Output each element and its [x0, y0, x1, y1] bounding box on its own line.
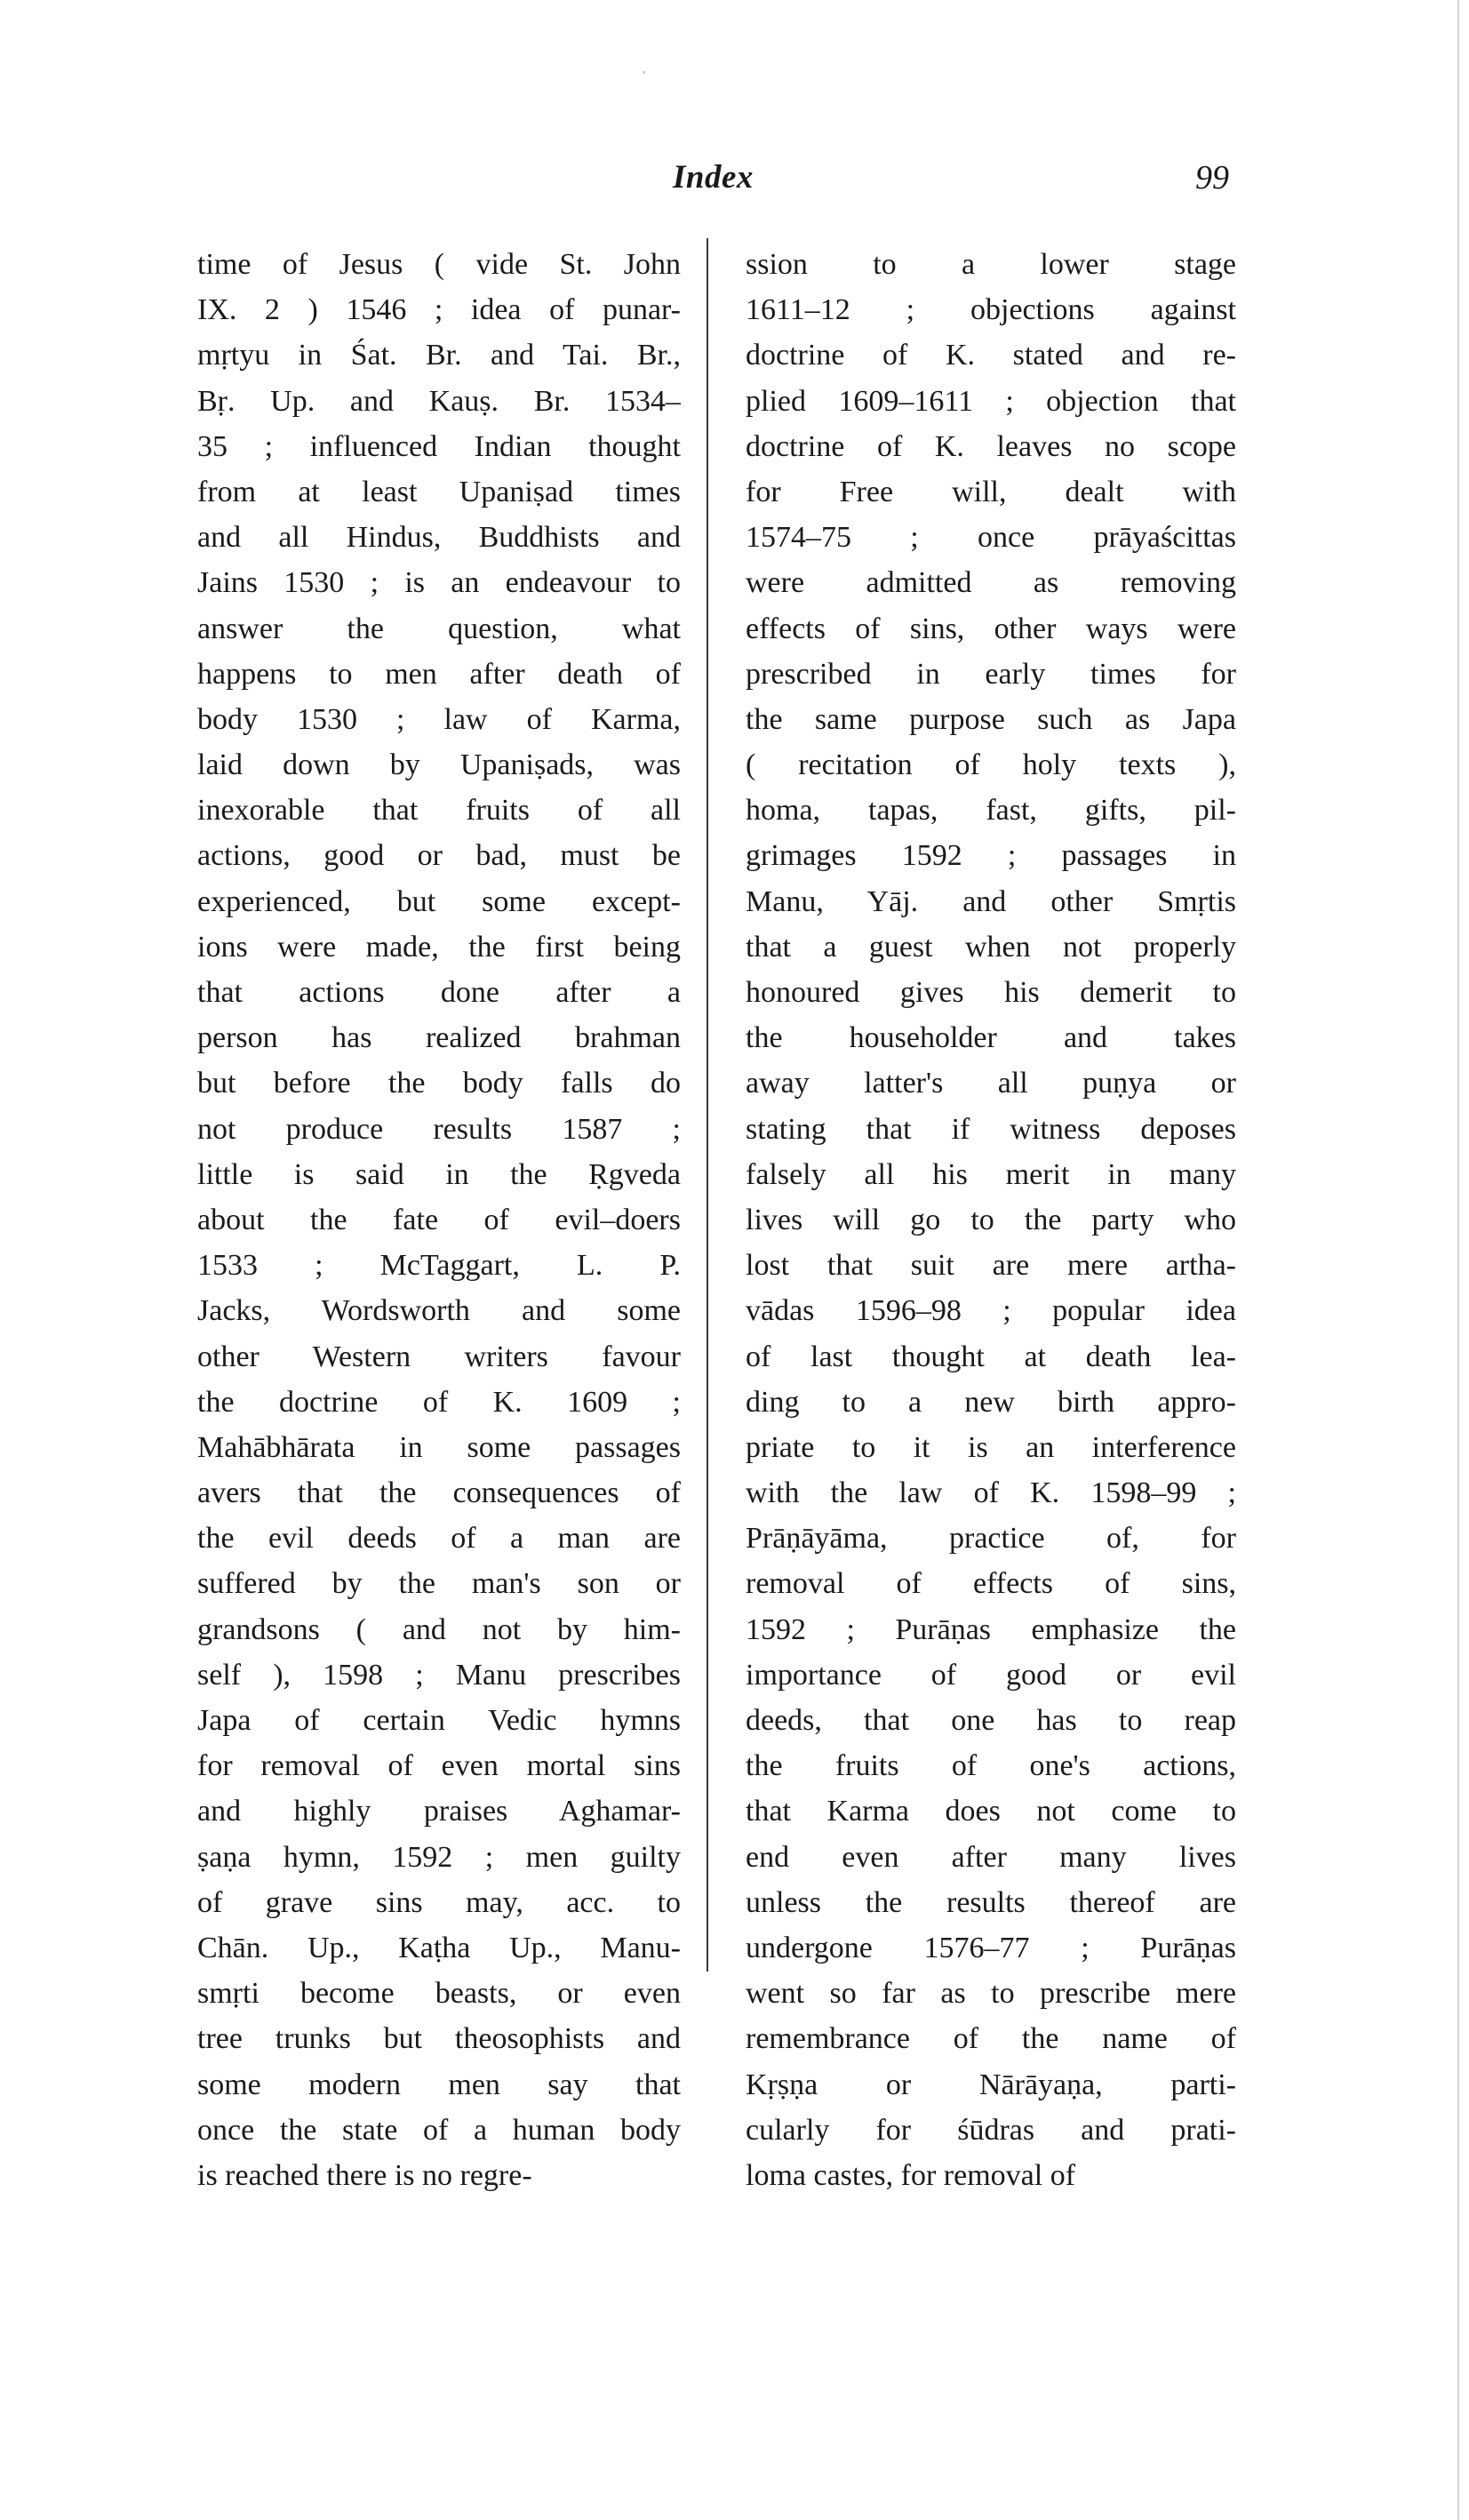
text-line: some modern men say that	[197, 2068, 681, 2101]
text-line: IX. 2 ) 1546 ; idea of punar-	[197, 293, 681, 327]
text-line: is reached there is no regre-	[197, 2158, 532, 2192]
text-line: unless the results thereof are	[746, 1885, 1236, 1919]
text-line: self ), 1598 ; Manu prescribes	[197, 1658, 681, 1692]
text-line: ions were made, the first being	[197, 930, 681, 964]
text-line: away latter's all puṇya or	[746, 1067, 1236, 1100]
text-line: Prāṇāyāma, practice of, for	[746, 1522, 1236, 1556]
text-line: body 1530 ; law of Karma,	[197, 702, 681, 736]
text-line: 1592 ; Purāṇas emphasize the	[746, 1612, 1236, 1646]
text-line: person has realized brahman	[197, 1021, 681, 1055]
text-line: suffered by the man's son or	[197, 1567, 681, 1601]
text-line: from at least Upaniṣad times	[197, 475, 681, 508]
text-line: Chān. Up., Kaṭha Up., Manu-	[197, 1931, 681, 1964]
text-line: loma castes, for removal of	[746, 2158, 1076, 2192]
text-line: happens to men after death of	[197, 657, 681, 691]
text-line: plied 1609–1611 ; objection that	[746, 384, 1236, 418]
text-line: the householder and takes	[746, 1021, 1236, 1055]
right-text-column	[746, 242, 1236, 2198]
text-line: with the law of K. 1598–99 ;	[746, 1476, 1236, 1510]
text-line: the same purpose such as Japa	[746, 702, 1236, 736]
text-line: ding to a new birth appro-	[746, 1385, 1236, 1419]
text-line: that a guest when not properly	[746, 930, 1236, 964]
text-line: tree trunks but theosophists and	[197, 2022, 681, 2056]
scan-edge-line	[1457, 0, 1459, 2520]
text-line: doctrine of K. stated and re-	[746, 339, 1236, 372]
text-line: ( recitation of holy texts ),	[746, 748, 1236, 782]
text-line: laid down by Upaniṣads, was	[197, 748, 681, 782]
text-line: and highly praises Aghamar-	[197, 1795, 681, 1828]
text-line: went so far as to prescribe mere	[746, 1977, 1236, 2011]
text-line: Manu, Yāj. and other Smṛtis	[746, 884, 1236, 918]
text-line: little is said in the Ṛgveda	[197, 1157, 681, 1191]
text-line: smṛti become beasts, or even	[197, 1977, 681, 2011]
text-line: once the state of a human body	[197, 2113, 681, 2147]
text-line: of grave sins may, acc. to	[197, 1885, 681, 1919]
running-title: Index	[673, 159, 754, 196]
text-line: but before the body falls do	[197, 1067, 681, 1100]
text-line: other Western writers favour	[197, 1340, 681, 1373]
text-line: Mahābhārata in some passages	[197, 1430, 681, 1464]
text-line: importance of good or evil	[746, 1658, 1236, 1692]
text-line: homa, tapas, fast, gifts, pil-	[746, 794, 1236, 828]
text-line: 1574–75 ; once prāyaścittas	[746, 521, 1236, 555]
text-line: falsely all his merit in many	[746, 1157, 1236, 1191]
text-line: doctrine of K. leaves no scope	[746, 429, 1236, 463]
text-line: 1611–12 ; objections against	[746, 293, 1236, 327]
text-line: honoured gives his demerit to	[746, 976, 1236, 1009]
text-line: lives will go to the party who	[746, 1203, 1236, 1236]
text-line: 1533 ; McTaggart, L. P.	[197, 1249, 681, 1283]
text-line: were admitted as removing	[746, 566, 1236, 600]
text-line: the fruits of one's actions,	[746, 1749, 1236, 1783]
text-line: and all Hindus, Buddhists and	[197, 521, 681, 555]
text-line: remembrance of the name of	[746, 2022, 1236, 2056]
text-line: Jacks, Wordsworth and some	[197, 1294, 681, 1328]
text-line: that actions done after a	[197, 976, 681, 1009]
page-header	[0, 158, 1469, 212]
text-line: for Free will, dealt with	[746, 475, 1236, 508]
scan-speck	[643, 71, 645, 74]
text-line: Bṛ. Up. and Kauṣ. Br. 1534–	[197, 384, 681, 418]
text-line: end even after many lives	[746, 1840, 1236, 1874]
text-line: experienced, but some except-	[197, 884, 681, 918]
text-line: deeds, that one has to reap	[746, 1704, 1236, 1737]
text-line: mṛtyu in Śat. Br. and Tai. Br.,	[197, 339, 681, 372]
text-line: undergone 1576–77 ; Purāṇas	[746, 1931, 1236, 1964]
text-line: actions, good or bad, must be	[197, 839, 681, 873]
text-line: ssion to a lower stage	[746, 248, 1236, 281]
text-line: avers that the consequences of	[197, 1476, 681, 1510]
text-line: 35 ; influenced Indian thought	[197, 429, 681, 463]
text-line: that Karma does not come to	[746, 1795, 1236, 1828]
text-line: Kṛṣṇa or Nārāyaṇa, parti-	[746, 2068, 1236, 2101]
text-line: grandsons ( and not by him-	[197, 1612, 681, 1646]
text-line: about the fate of evil–doers	[197, 1203, 681, 1236]
left-text-column	[197, 242, 681, 2198]
text-line: inexorable that fruits of all	[197, 794, 681, 828]
text-line: the doctrine of K. 1609 ;	[197, 1385, 681, 1419]
text-line: answer the question, what	[197, 612, 681, 645]
text-line: lost that suit are mere artha-	[746, 1249, 1236, 1283]
text-line: cularly for śūdras and prati-	[746, 2113, 1236, 2147]
text-line: vādas 1596–98 ; popular idea	[746, 1294, 1236, 1328]
text-line: grimages 1592 ; passages in	[746, 839, 1236, 873]
text-line: Japa of certain Vedic hymns	[197, 1704, 681, 1737]
page-number: 99	[1195, 159, 1229, 196]
text-line: the evil deeds of a man are	[197, 1522, 681, 1556]
text-line: stating that if witness deposes	[746, 1112, 1236, 1146]
text-line: of last thought at death lea-	[746, 1340, 1236, 1373]
text-line: ṣaṇa hymn, 1592 ; men guilty	[197, 1840, 681, 1874]
text-line: Jains 1530 ; is an endeavour to	[197, 566, 681, 600]
text-line: for removal of even mortal sins	[197, 1749, 681, 1783]
text-line: time of Jesus ( vide St. John	[197, 248, 681, 281]
column-divider	[707, 238, 708, 1972]
text-line: priate to it is an interference	[746, 1430, 1236, 1464]
text-line: not produce results 1587 ;	[197, 1112, 681, 1146]
text-line: prescribed in early times for	[746, 657, 1236, 691]
text-line: removal of effects of sins,	[746, 1567, 1236, 1601]
text-line: effects of sins, other ways were	[746, 612, 1236, 645]
